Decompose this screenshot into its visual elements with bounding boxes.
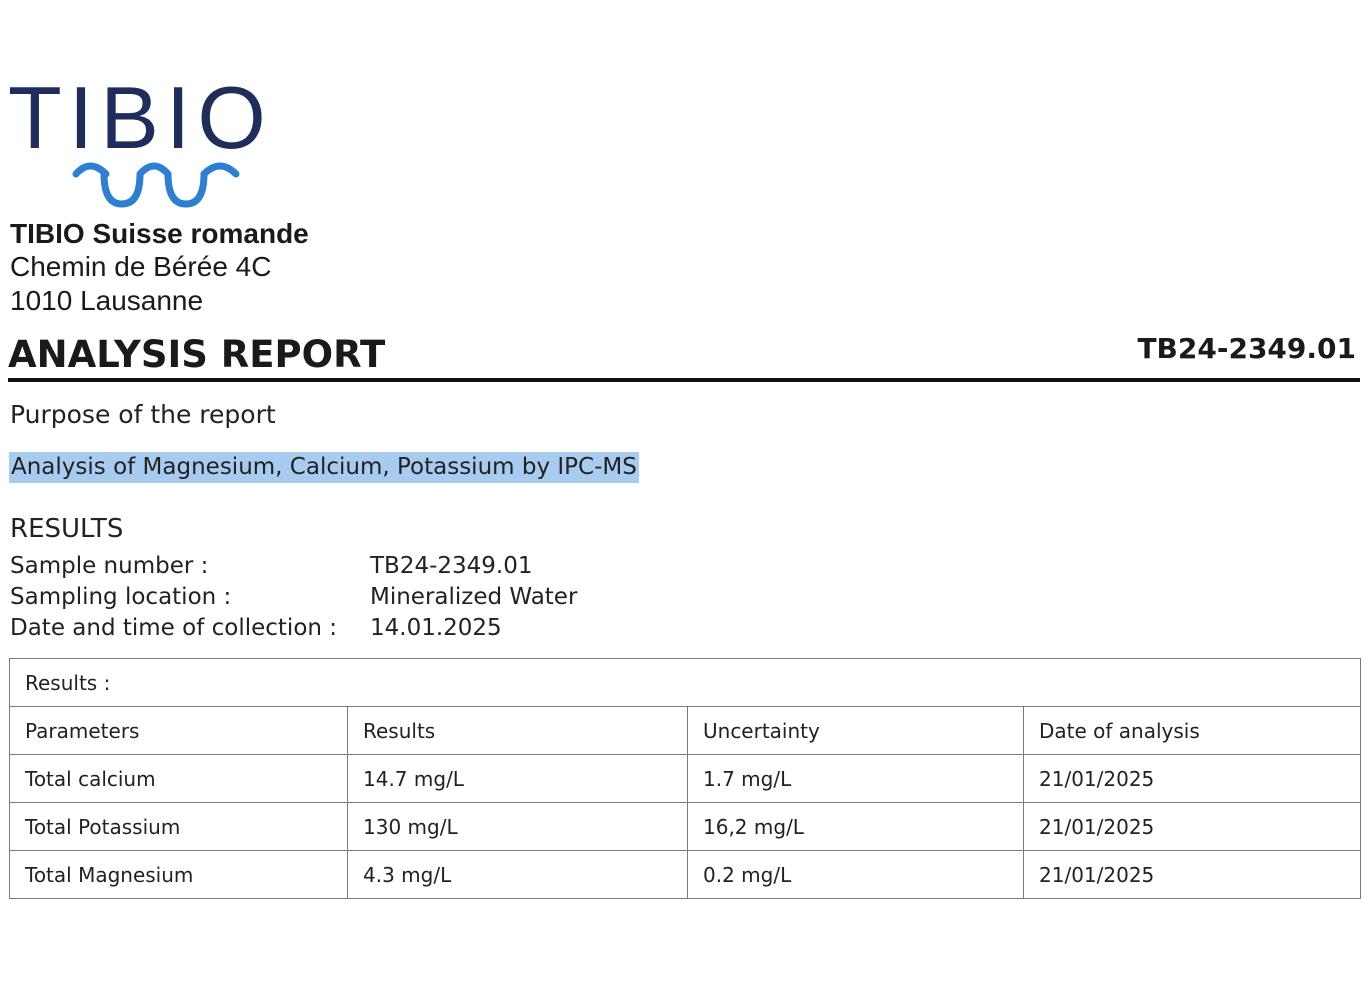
title-divider	[8, 378, 1360, 382]
table-header-row	[10, 707, 1361, 755]
sample-number-label: Sample number :	[10, 553, 209, 579]
results-table	[9, 658, 1361, 899]
logo-wordmark: TIBIO	[8, 68, 273, 167]
organization-name: TIBIO Suisse romande	[10, 218, 309, 249]
header-date-of-analysis: Date of analysis	[1024, 707, 1361, 755]
cell-uncertainty: 1.7 mg/L	[688, 755, 1024, 803]
header-uncertainty: Uncertainty	[688, 707, 1024, 755]
cell-parameter: Total Magnesium	[10, 851, 348, 899]
cell-uncertainty: 16,2 mg/L	[688, 803, 1024, 851]
cell-date: 21/01/2025	[1024, 803, 1361, 851]
cell-result: 14.7 mg/L	[348, 755, 688, 803]
header-parameters: Parameters	[10, 707, 348, 755]
wave-logo-icon	[70, 154, 250, 214]
sampling-location-label: Sampling location :	[10, 584, 232, 610]
table-row	[10, 755, 1361, 803]
purpose-label: Purpose of the report	[10, 400, 276, 429]
address-line-2: 1010 Lausanne	[10, 285, 204, 316]
cell-result: 130 mg/L	[348, 803, 688, 851]
address-line-1: Chemin de Bérée 4C	[10, 251, 272, 282]
report-id: TB24-2349.01	[1137, 332, 1356, 365]
results-heading: RESULTS	[10, 514, 124, 544]
cell-date: 21/01/2025	[1024, 755, 1361, 803]
collection-date-value: 14.01.2025	[370, 615, 502, 641]
table-row	[10, 851, 1361, 899]
collection-date-label: Date and time of collection :	[10, 615, 338, 641]
table-title: Results :	[10, 659, 1361, 707]
cell-result: 4.3 mg/L	[348, 851, 688, 899]
cell-uncertainty: 0.2 mg/L	[688, 851, 1024, 899]
purpose-text[interactable]: Analysis of Magnesium, Calcium, Potassium by IPC-MS	[9, 452, 639, 483]
cell-parameter: Total Potassium	[10, 803, 348, 851]
report-title: ANALYSIS REPORT	[8, 333, 386, 376]
sample-number-value: TB24-2349.01	[370, 553, 533, 579]
cell-parameter: Total calcium	[10, 755, 348, 803]
table-title-row	[10, 659, 1361, 707]
sampling-location-value: Mineralized Water	[370, 584, 578, 610]
cell-date: 21/01/2025	[1024, 851, 1361, 899]
table-row	[10, 803, 1361, 851]
header-results: Results	[348, 707, 688, 755]
